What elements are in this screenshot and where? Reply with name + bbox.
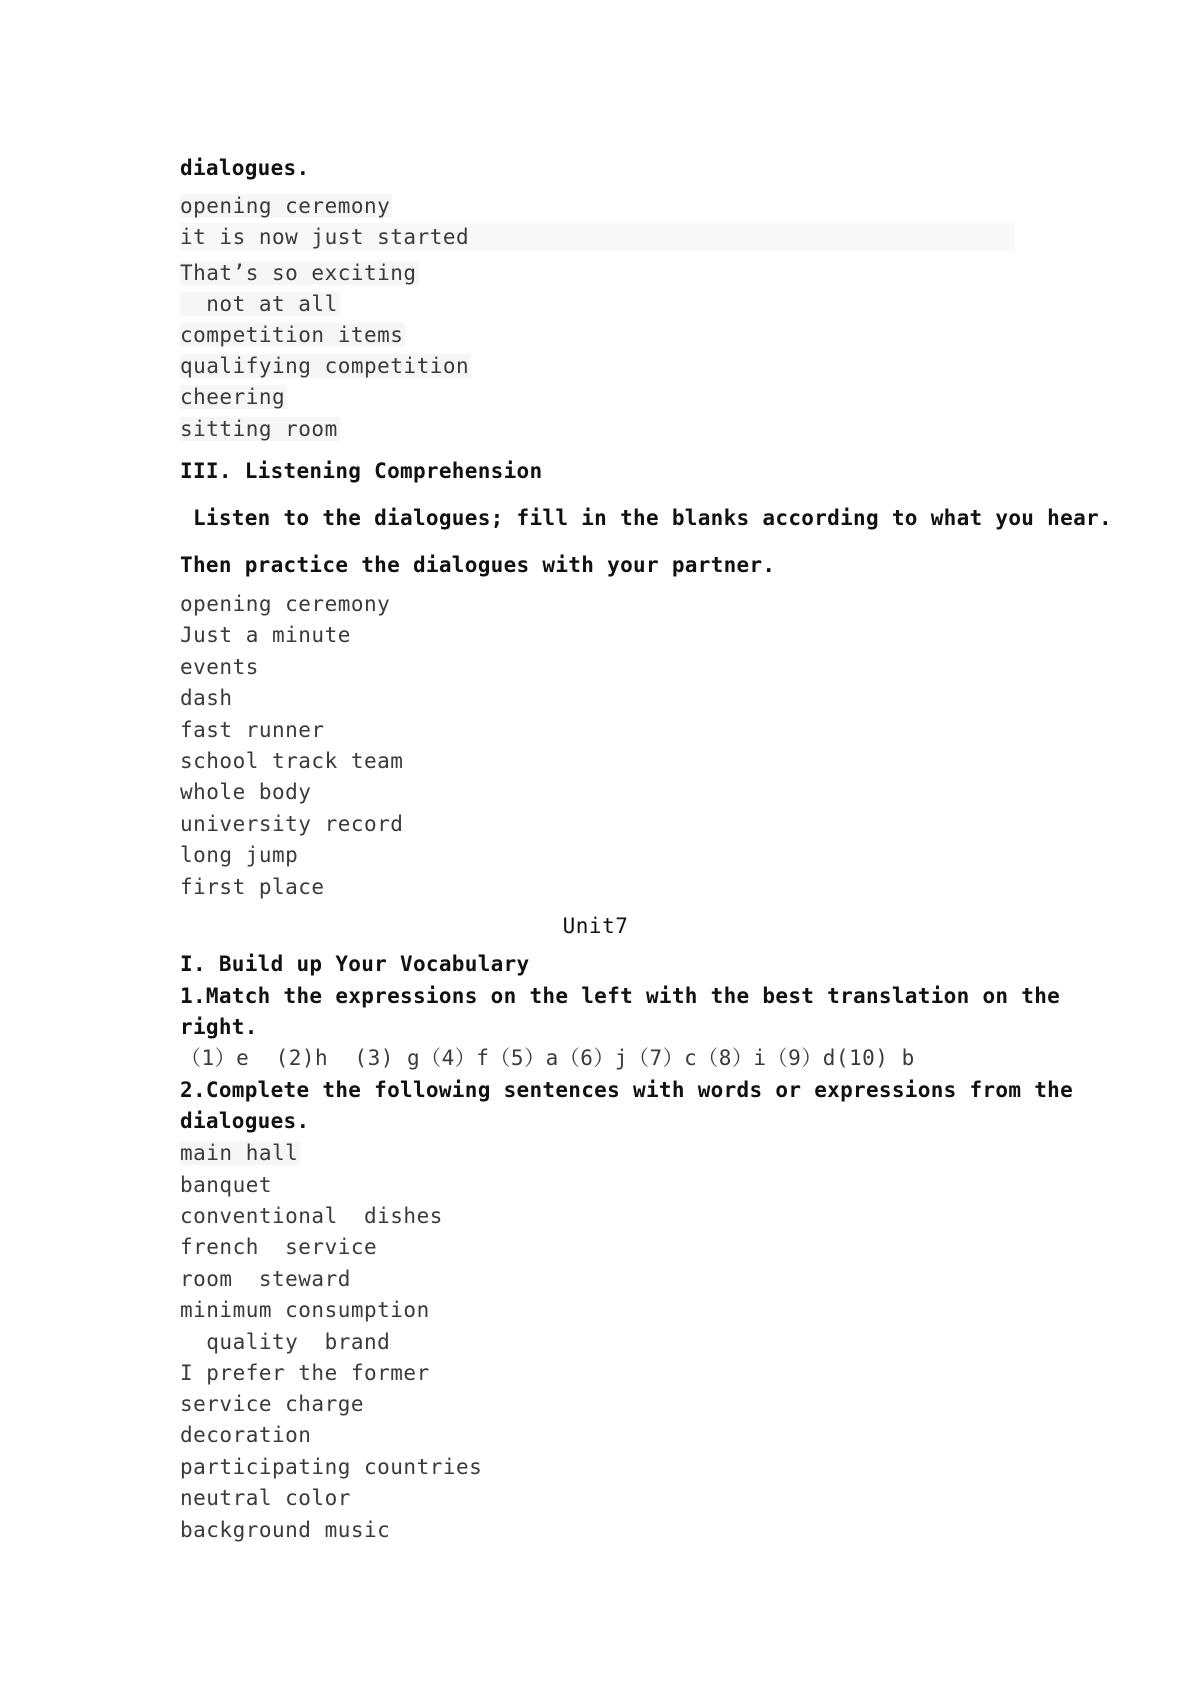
answer-line: long jump bbox=[180, 843, 299, 867]
answer-line: university record bbox=[180, 812, 404, 836]
answer-line: school track team bbox=[180, 749, 404, 773]
answer-line: opening ceremony bbox=[180, 194, 391, 218]
answer-line: french service bbox=[180, 1235, 378, 1259]
section-heading: I. Build up Your Vocabulary bbox=[180, 952, 530, 976]
answer-line: qualifying competition bbox=[180, 354, 470, 378]
answer-line: cheering bbox=[180, 385, 286, 409]
instruction-text: Then practice the dialogues with your partner. bbox=[180, 553, 776, 577]
answer-line: competition items bbox=[180, 323, 404, 347]
answer-line: sitting room bbox=[180, 417, 338, 441]
task-instruction: 1.Match the expressions on the left with the best translation on the bbox=[180, 984, 1061, 1008]
answer-line: quality brand bbox=[180, 1330, 391, 1354]
answer-line: not at all bbox=[180, 292, 338, 316]
answer-line: dash bbox=[180, 686, 233, 710]
answer-line: minimum consumption bbox=[180, 1298, 430, 1322]
answer-line: Just a minute bbox=[180, 623, 351, 647]
task-instruction: 2.Complete the following sentences with words or expressions from the bbox=[180, 1078, 1074, 1102]
unit-title: Unit7 bbox=[562, 914, 629, 938]
task-instruction: right. bbox=[180, 1015, 258, 1039]
task-instruction: dialogues. bbox=[180, 1109, 310, 1133]
answer-line: first place bbox=[180, 875, 325, 899]
section-heading: III. Listening Comprehension bbox=[180, 459, 543, 483]
answer-line: service charge bbox=[180, 1392, 365, 1416]
answer-line: decoration bbox=[180, 1423, 312, 1447]
section-heading-tail: dialogues. bbox=[180, 156, 310, 180]
answer-line: main hall bbox=[180, 1141, 299, 1165]
answer-line: fast runner bbox=[180, 718, 325, 742]
answer-line: That’s so exciting bbox=[180, 261, 417, 285]
answer-line: events bbox=[180, 655, 259, 679]
answer-line: I prefer the former bbox=[180, 1361, 430, 1385]
answer-line: conventional dishes bbox=[180, 1204, 443, 1228]
answer-line: banquet bbox=[180, 1173, 273, 1197]
instruction-text: Listen to the dialogues; fill in the blanks according to what you hear. bbox=[180, 506, 1112, 530]
answer-line: participating countries bbox=[180, 1455, 483, 1479]
answer-line: whole body bbox=[180, 780, 312, 804]
answer-line: opening ceremony bbox=[180, 592, 391, 616]
answer-line: background music bbox=[180, 1518, 391, 1542]
answer-line: room steward bbox=[180, 1267, 351, 1291]
answer-line: it is now just started bbox=[180, 223, 1014, 251]
matching-answers: （1）e (2)h (3) g（4）f（5）a（6）j（7）c（8）i（9）d(10) b bbox=[180, 1046, 915, 1070]
answer-line: neutral color bbox=[180, 1486, 351, 1510]
